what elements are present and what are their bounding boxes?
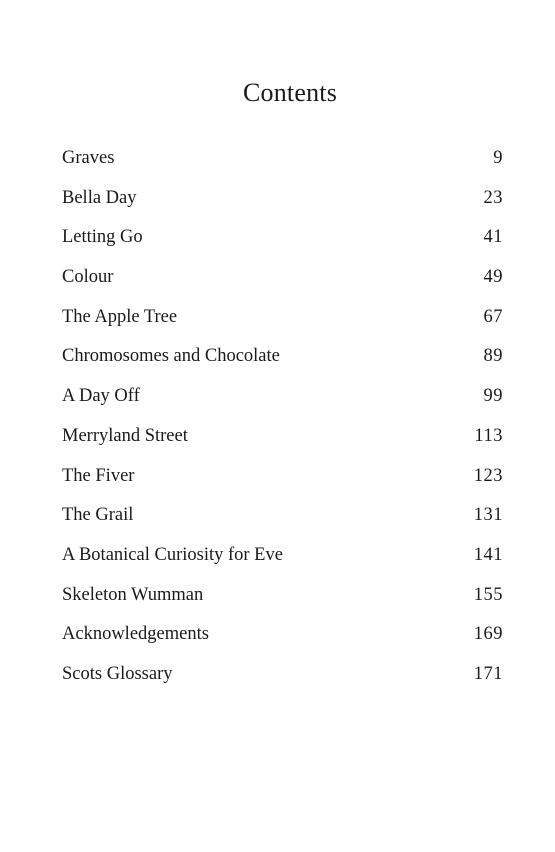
toc-entry-title: Skeleton Wumman <box>62 584 204 605</box>
toc-entry <box>62 463 503 503</box>
toc-entry-title: The Fiver <box>62 465 135 486</box>
toc-entry-page: 155 <box>473 584 503 605</box>
toc-entry-title: Graves <box>62 148 115 168</box>
toc-entry <box>62 542 503 582</box>
page-title: Contents <box>242 78 338 107</box>
toc-entry-title: A Day Off <box>62 386 140 407</box>
toc-entry-page: 171 <box>473 663 503 684</box>
toc-entry <box>62 661 503 701</box>
toc-entry-title: Colour <box>62 267 114 288</box>
toc-entry-page: 9 <box>493 148 503 168</box>
toc-entry <box>62 423 503 463</box>
toc-entry-page: 67 <box>483 306 503 327</box>
toc-entry-title: Acknowledgements <box>62 624 209 645</box>
toc-entry <box>62 304 503 344</box>
toc-entry-title: The Apple Tree <box>62 306 178 327</box>
toc-entry <box>62 264 503 304</box>
toc-entry-page: 169 <box>473 624 503 645</box>
toc-entry-title: Bella Day <box>62 187 137 208</box>
toc-entry-page: 123 <box>473 465 503 486</box>
toc-entry <box>62 582 503 622</box>
toc-entry <box>62 185 503 225</box>
toc-entry-title: Merryland Street <box>62 425 188 446</box>
toc-entry <box>62 145 503 185</box>
toc-entry-title: A Botanical Curiosity for Eve <box>62 544 283 565</box>
toc-entry-page: 41 <box>483 227 503 248</box>
toc-entry-page: 141 <box>473 544 503 565</box>
toc-entry-page: 131 <box>473 505 503 526</box>
toc-entry <box>62 343 503 383</box>
toc-entry-title: Scots Glossary <box>62 663 173 684</box>
toc-entry-title: The Grail <box>62 505 134 526</box>
toc-entry <box>62 502 503 542</box>
toc-entry <box>62 383 503 423</box>
table-of-contents <box>62 145 503 701</box>
toc-entry <box>62 224 503 264</box>
toc-entry-page: 113 <box>474 425 503 446</box>
toc-entry <box>62 621 503 661</box>
toc-entry-page: 89 <box>483 346 503 367</box>
toc-entry-title: Chromosomes and Chocolate <box>62 346 280 367</box>
toc-entry-page: 99 <box>483 386 503 407</box>
toc-entry-page: 23 <box>483 187 503 208</box>
toc-entry-page: 49 <box>483 267 503 288</box>
toc-entry-title: Letting Go <box>62 227 143 248</box>
